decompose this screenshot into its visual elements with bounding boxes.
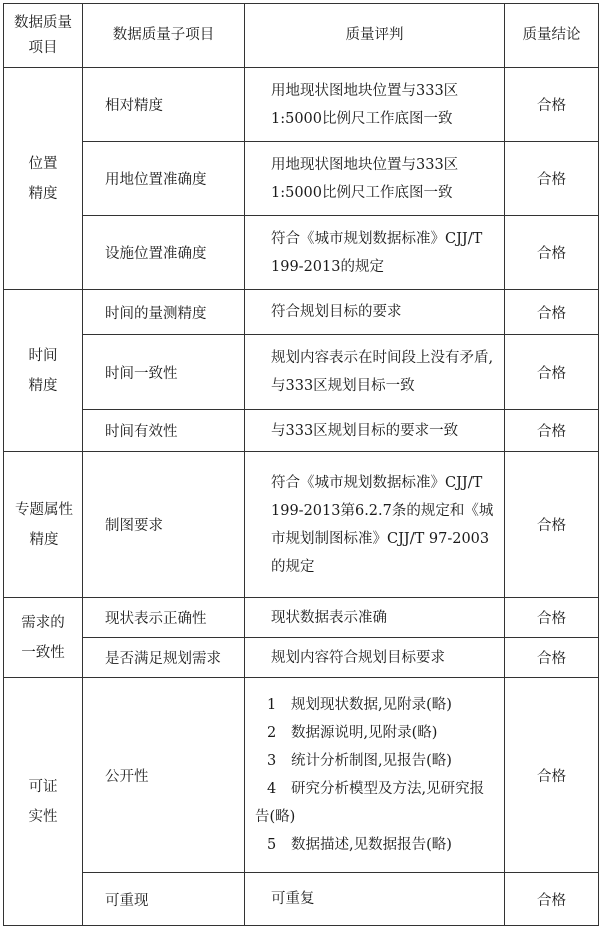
conclusion-cell: 合格: [505, 410, 599, 452]
category-cell: 位置精度: [4, 68, 83, 290]
category-cell: 可证实性: [4, 678, 83, 926]
category-cell: 专题属性精度: [4, 452, 83, 598]
evaluation-cell: 符合《城市规划数据标准》CJJ/T 199-2013的规定: [245, 216, 505, 290]
subitem-cell: 是否满足规划需求: [83, 638, 245, 678]
conclusion-cell: 合格: [505, 290, 599, 335]
publication-list: [255, 691, 498, 859]
category-cell: 时间精度: [4, 290, 83, 452]
evaluation-cell: 符合规划目标的要求: [245, 290, 505, 335]
subitem-cell: 公开性: [83, 678, 245, 873]
evaluation-cell: [245, 678, 505, 873]
conclusion-cell: 合格: [505, 873, 599, 926]
table-row: [4, 335, 599, 410]
list-item: 2 数据源说明,见附录(略): [267, 725, 438, 741]
conclusion-cell: 合格: [505, 598, 599, 638]
evaluation-cell: 符合《城市规划数据标准》CJJ/T 199-2013第6.2.7条的规定和《城市规划制图标准》CJJ/T 97-2003的规定: [245, 452, 505, 598]
list-item: 4 研究分析模型及方法,见研究报告(略): [255, 781, 485, 825]
table-row: [4, 68, 599, 142]
conclusion-cell: 合格: [505, 142, 599, 216]
header-evaluation: 质量评判: [245, 4, 505, 68]
table-row: [4, 873, 599, 926]
table-row: [4, 410, 599, 452]
subitem-cell: 时间的量测精度: [83, 290, 245, 335]
table-row: [4, 452, 599, 598]
subitem-cell: 用地位置准确度: [83, 142, 245, 216]
category-cell: 需求的一致性: [4, 598, 83, 678]
evaluation-cell: 规划内容符合规划目标要求: [245, 638, 505, 678]
evaluation-cell: 用地现状图地块位置与333区1:5000比例尺工作底图一致: [245, 68, 505, 142]
list-item: 1 规划现状数据,见附录(略): [267, 697, 452, 713]
evaluation-cell: 可重复: [245, 873, 505, 926]
header-conclusion: 质量结论: [505, 4, 599, 68]
evaluation-cell: 与333区规划目标的要求一致: [245, 410, 505, 452]
conclusion-cell: 合格: [505, 335, 599, 410]
conclusion-cell: 合格: [505, 68, 599, 142]
subitem-cell: 时间有效性: [83, 410, 245, 452]
subitem-cell: 相对精度: [83, 68, 245, 142]
subitem-cell: 制图要求: [83, 452, 245, 598]
conclusion-cell: 合格: [505, 216, 599, 290]
conclusion-cell: 合格: [505, 678, 599, 873]
table-row: [4, 216, 599, 290]
subitem-cell: 设施位置准确度: [83, 216, 245, 290]
table-row: [4, 598, 599, 638]
conclusion-cell: 合格: [505, 638, 599, 678]
table-row: [4, 678, 599, 873]
header-row: [4, 4, 599, 68]
subitem-cell: 可重现: [83, 873, 245, 926]
subitem-cell: 现状表示正确性: [83, 598, 245, 638]
table-row: [4, 142, 599, 216]
header-category: 数据质量项目: [4, 4, 83, 68]
conclusion-cell: 合格: [505, 452, 599, 598]
evaluation-cell: 现状数据表示准确: [245, 598, 505, 638]
list-item: 3 统计分析制图,见报告(略): [267, 753, 452, 769]
evaluation-cell: 规划内容表示在时间段上没有矛盾,与333区规划目标一致: [245, 335, 505, 410]
header-subitem: 数据质量子项目: [83, 4, 245, 68]
table-row: [4, 290, 599, 335]
data-quality-table: [3, 3, 599, 926]
evaluation-cell: 用地现状图地块位置与333区1:5000比例尺工作底图一致: [245, 142, 505, 216]
list-item: 5 数据描述,见数据报告(略): [267, 837, 452, 853]
subitem-cell: 时间一致性: [83, 335, 245, 410]
table-row: [4, 638, 599, 678]
